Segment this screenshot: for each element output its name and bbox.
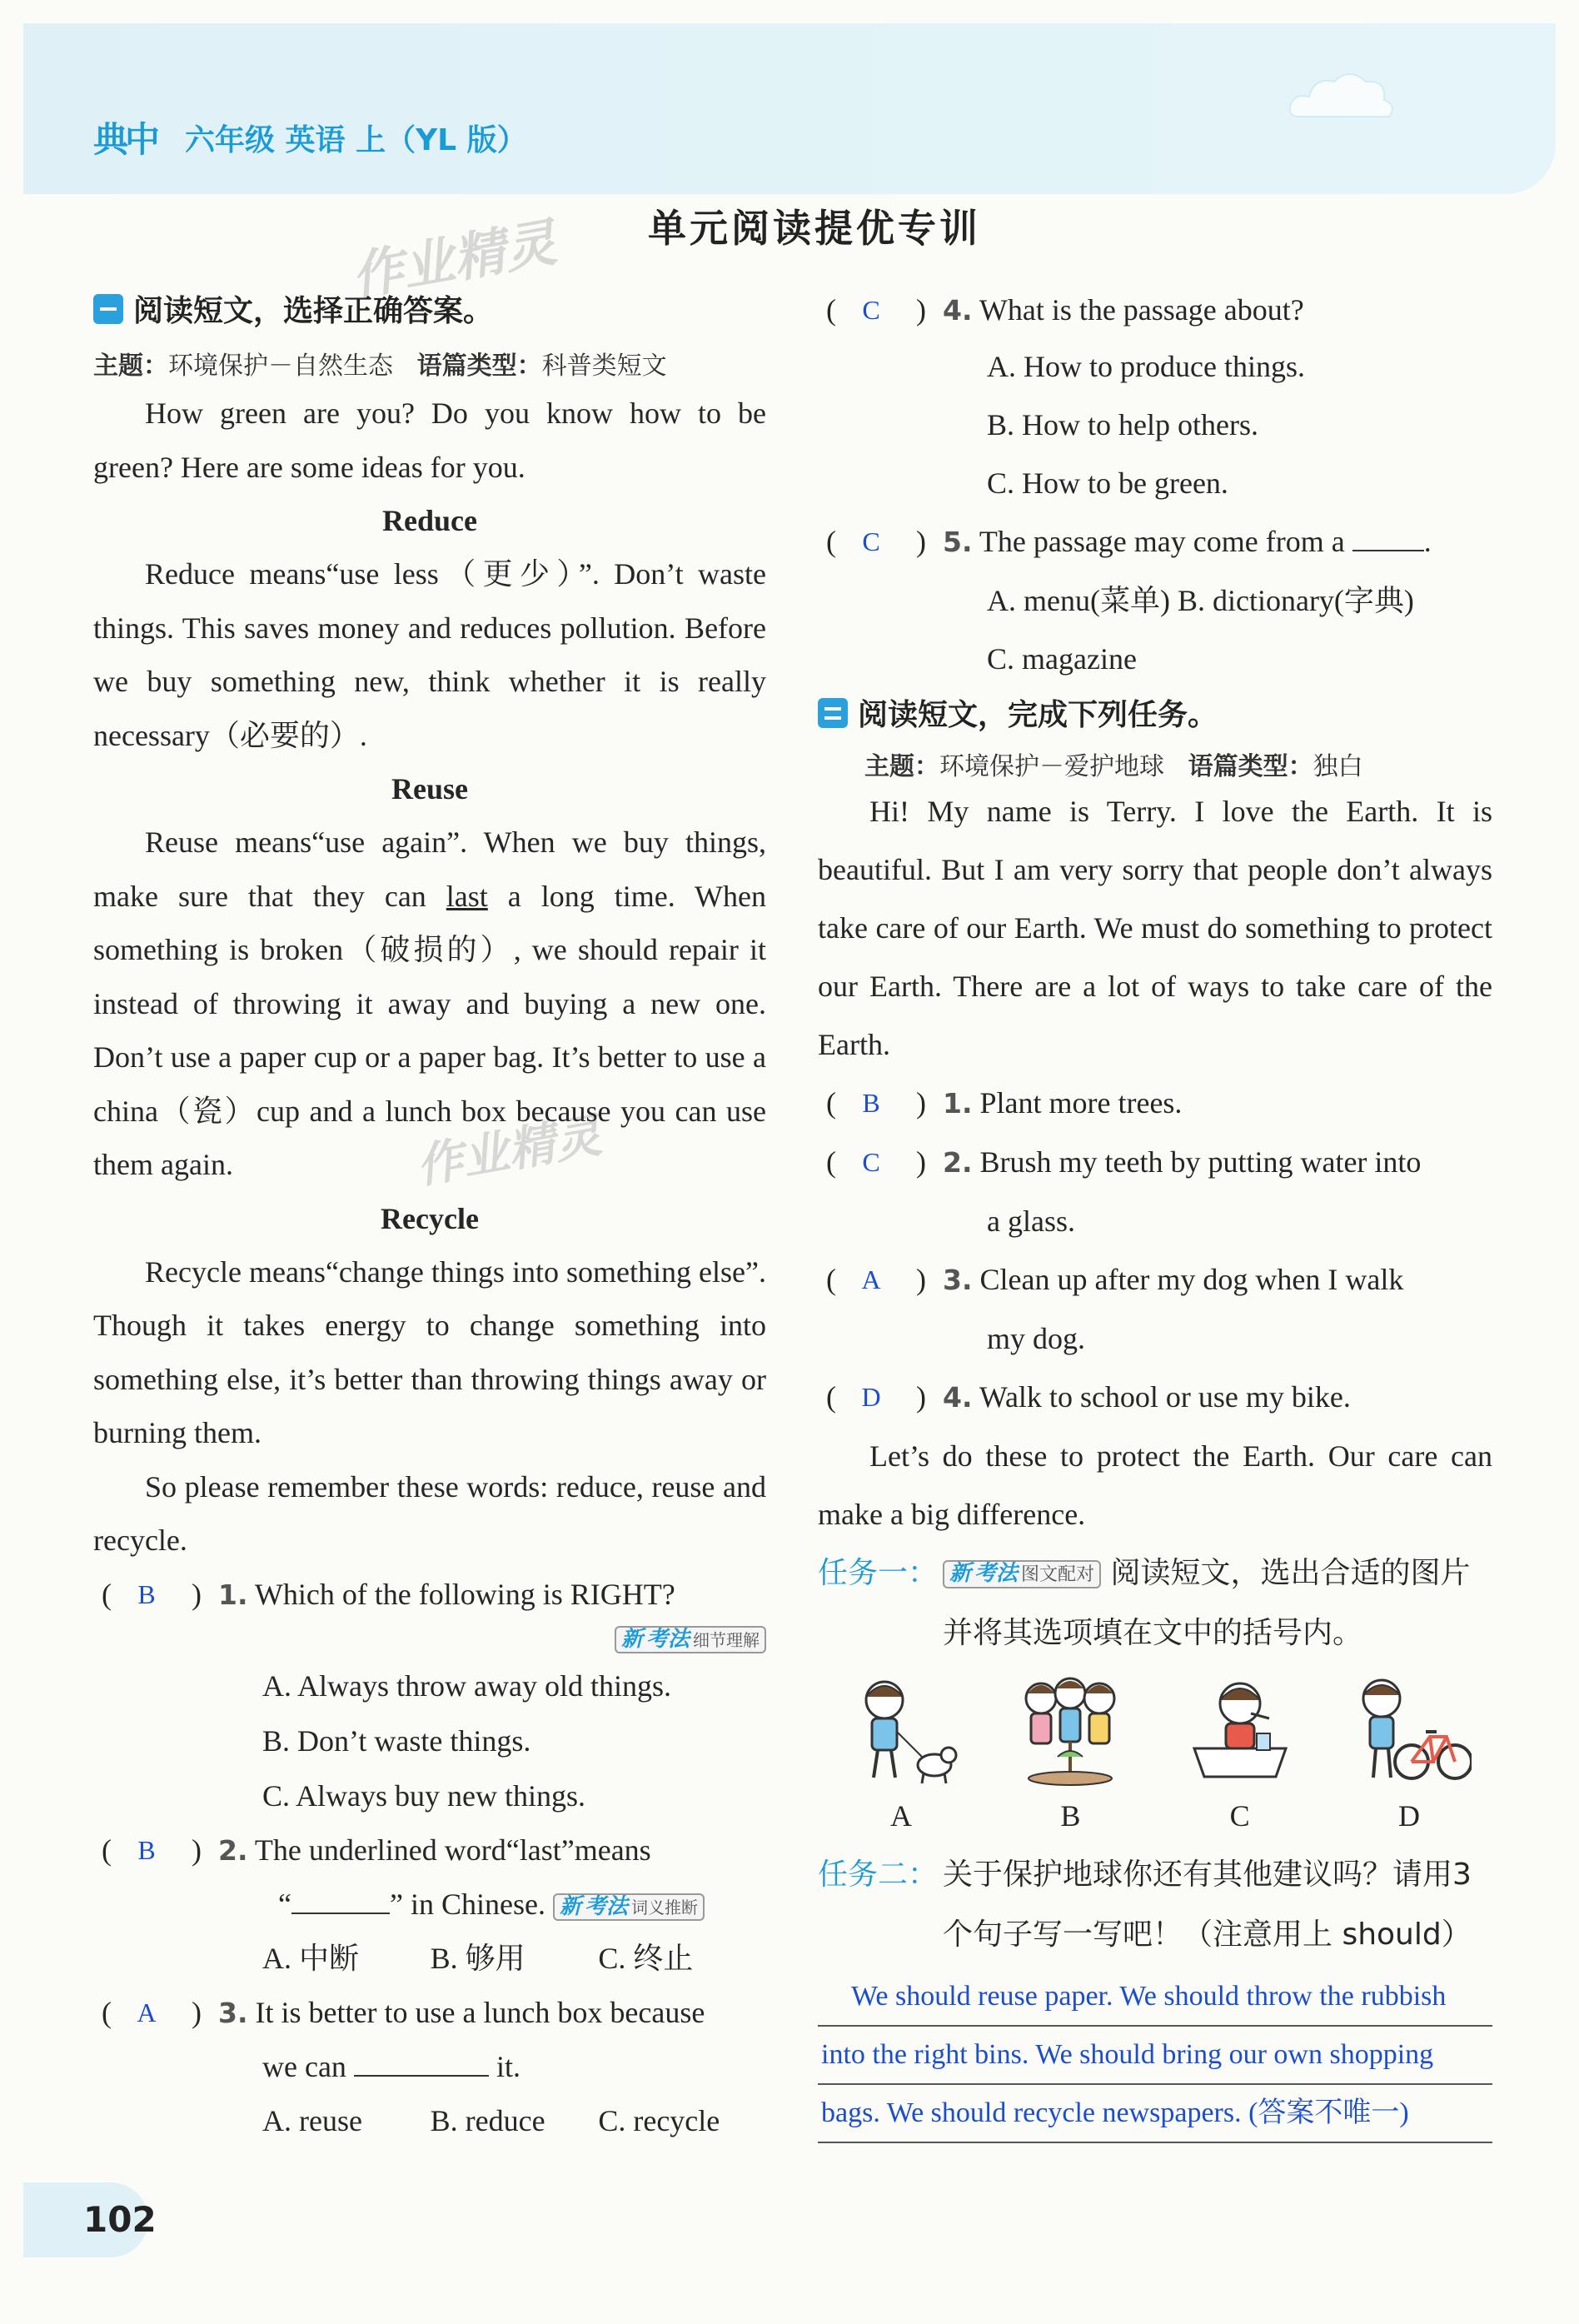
item-3-line2: my dog. (987, 1322, 1086, 1355)
blank (291, 1884, 390, 1914)
item-2-line2: a glass. (987, 1204, 1075, 1238)
option: B. Don’t waste things. (262, 1723, 531, 1758)
question-4: ( C ) 4. What is the passage about? (818, 283, 1492, 337)
answer: C (862, 526, 880, 556)
left-column (93, 287, 766, 2148)
option: C. Always buy new things. (262, 1778, 586, 1813)
options-row: A. 中断 B. 够用 C. 终止 (262, 1941, 694, 1975)
section-two-icon (818, 698, 848, 728)
task-two: 任务二： 关于保护地球你还有其他建议吗？请用3个句子写一写吧！（注意用上 should） (818, 1858, 1472, 1952)
blank (354, 2047, 489, 2077)
passage-closing-2: Let’s do these to protect the Earth. Our care can make a big difference. (818, 1439, 1492, 1531)
option: B. How to help others. (987, 408, 1258, 441)
picture-options (818, 1673, 1492, 1833)
options-row: A. menu(菜单) B. dictionary(字典) (987, 584, 1414, 617)
passage-reduce: Reduce means“use less（更少）”. Don’t waste things. This saves money and reduces pollution. Before we buy something new, think whether it is really necessary（必要的）. (93, 557, 766, 752)
page-number-tab (23, 2182, 157, 2257)
book-logo: 典中 (93, 119, 157, 160)
section-two-heading: 阅读短文，完成下列任务。 (818, 691, 1492, 734)
boy-walking-dog-icon (839, 1673, 964, 1790)
answer: B (137, 1578, 156, 1609)
watermark: 作业精灵 (346, 211, 561, 307)
picture-c (1173, 1673, 1307, 1833)
question-2-line2: “ ” in Chinese. 新 考法 词义推断 (93, 1878, 766, 1931)
answer: D (861, 1382, 881, 1412)
item-3: ( A ) 3. Clean up after my dog when I walk (818, 1250, 1492, 1309)
passage-closing: So please remember these words: reduce, reuse and recycle. (93, 1469, 766, 1557)
answer-lines (818, 1968, 1492, 2143)
subhead-reduce: Reduce (382, 504, 477, 537)
blank (1352, 521, 1424, 551)
picture-b (1004, 1673, 1137, 1833)
picture-label: C (1229, 1799, 1250, 1833)
underlined-word: last (446, 879, 488, 913)
passage-reuse: Reuse means“use again”. When we buy things, make sure that they can last a long time. When something is broken（破损的）, we should repair it instead of throwing it away and buying a new one. Don’t use a paper cup or a paper bag. It’s better to use a china（瓷）cup and a lunch box because you can use them again. (93, 825, 766, 1181)
question-2: ( B ) 2. The underlined word“last”means (93, 1823, 766, 1878)
question-3-line2: we can it. (93, 2040, 766, 2093)
cloud-icon (1283, 58, 1399, 133)
children-planting-tree-icon (1008, 1673, 1133, 1790)
picture-d (1342, 1673, 1476, 1833)
answer: C (862, 295, 880, 325)
question-tag: 新 考法 细节理解 (93, 1622, 766, 1658)
right-column (818, 283, 1492, 2143)
option: A. Always throw away old things. (262, 1668, 671, 1703)
answer: A (137, 1997, 157, 2027)
item-4: ( D ) 4. Walk to school or use my bike. (818, 1368, 1492, 1427)
section-one-heading: 阅读短文，选择正确答案。 (93, 287, 766, 330)
answer-line: into the right bins. We should bring our own shopping (818, 2027, 1492, 2085)
task-one: 任务一： 新 考法 图文配对 阅读短文，选出合适的图片并将其选项填在文中的括号内。 (818, 1556, 1471, 1650)
question-3: ( A ) 3. It is better to use a lunch box because (93, 1986, 766, 2040)
passage-intro: How green are you? Do you know how to be green? Here are some ideas for you. (93, 396, 766, 484)
item-1: ( B ) 1. Plant more trees. (818, 1074, 1492, 1133)
option: C. magazine (987, 642, 1137, 676)
answer: A (861, 1264, 881, 1294)
section-one-meta: 主题：环境保护－自然生态 语篇类型：科普类短文 (93, 352, 667, 381)
boy-with-bike-icon (1347, 1673, 1472, 1790)
page-number: 102 (83, 2199, 157, 2240)
subhead-recycle: Recycle (381, 1201, 479, 1235)
answer: C (862, 1147, 880, 1177)
book-title: 六年级 英语 上（YL 版） (185, 123, 527, 157)
subhead-reuse: Reuse (391, 772, 468, 805)
picture-label: B (1060, 1799, 1081, 1833)
question-1: ( B ) 1. Which of the following is RIGHT? (93, 1568, 766, 1622)
page-title: 单元阅读提优专训 (648, 206, 981, 251)
picture-label: A (890, 1799, 912, 1833)
section-one-icon (93, 294, 123, 324)
question-5: ( C ) 5. The passage may come from a . (818, 512, 1492, 571)
passage-recycle: Recycle means“change things into something else”. Though it takes energy to change something into something else, it’s better than throwing things away or burning them. (93, 1254, 766, 1449)
item-2: ( C ) 2. Brush my teeth by putting water into (818, 1133, 1492, 1192)
answer-line: We should reuse paper. We should throw the rubbish (818, 1968, 1492, 2027)
picture-a (834, 1673, 968, 1833)
answer: B (137, 1834, 156, 1865)
answer: B (862, 1088, 880, 1118)
options-row: A. reuse B. reduce C. recycle (262, 2103, 720, 2137)
picture-label: D (1397, 1799, 1420, 1833)
boy-brushing-teeth-icon (1178, 1673, 1303, 1790)
watermark: 作业精灵 (411, 1108, 605, 1194)
option: C. How to be green. (987, 466, 1228, 500)
option: A. How to produce things. (987, 350, 1305, 383)
passage-terry: Hi! My name is Terry. I love the Earth. It is beautiful. But I am very sorry that people don’t always take care of our Earth. We must do something to protect our Earth. There are a lot of ways to take care of the Earth. (818, 795, 1492, 1061)
section-two-meta: 主题：环境保护－爱护地球 语篇类型：独白 (864, 752, 1363, 781)
answer-line: bags. We should recycle newspapers. (答案不唯一) (818, 2085, 1492, 2143)
